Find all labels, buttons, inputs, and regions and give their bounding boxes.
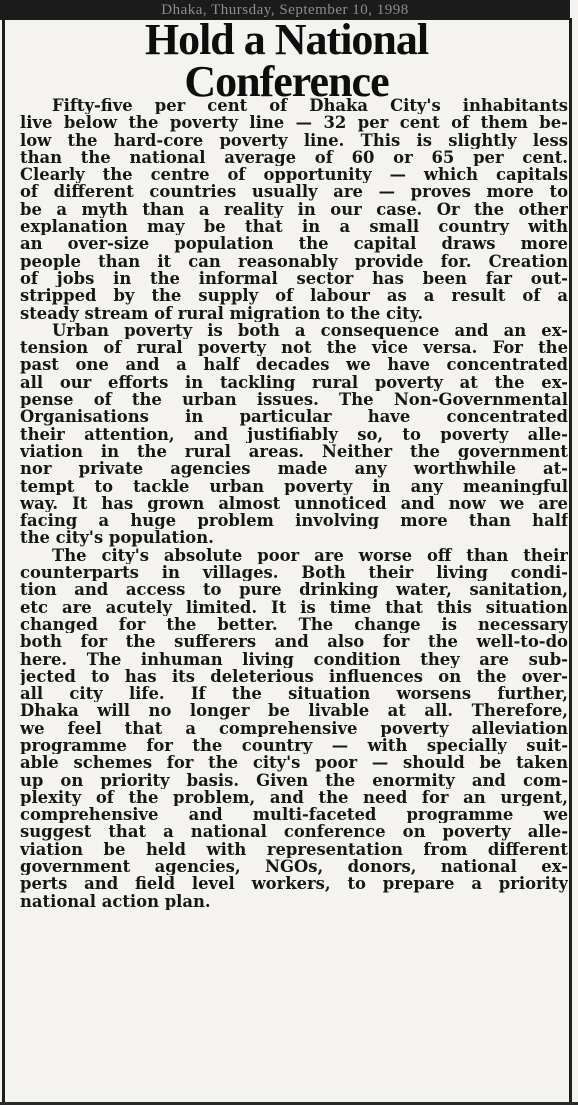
article-line: all our efforts in tackling rural poverty at the ex- [20, 373, 568, 392]
article-line: tempt to tackle urban poverty in any meaningful [20, 477, 568, 495]
article-line: their attention, and justifiably so, to poverty alle- [20, 425, 568, 443]
masthead-dateline: Dhaka, Thursday, September 10, 1998 [0, 0, 570, 20]
article-line: changed for the better. The change is necessary [20, 615, 568, 634]
article-line: stripped by the supply of labour as a result of a [20, 287, 568, 305]
article-line: all city life. If the situation worsens further, [20, 685, 568, 703]
article-line: plexity of the problem, and the need for an urgent, [20, 788, 568, 807]
article-line: the city's population. [20, 529, 214, 547]
article-line: The city's absolute poor are worse off than their [52, 546, 568, 565]
article-line: live below the poverty line — 32 per cent of them be- [20, 114, 568, 132]
article-line: of jobs in the informal sector has been far out- [20, 269, 568, 288]
article-line: be a myth than a reality in our case. Or the other [20, 200, 568, 219]
article-line: of different countries usually are — proves more to [20, 183, 568, 201]
headline-line-1: Hold a National [144, 15, 429, 64]
article-line: way. It has grown almost unnoticed and now we are [20, 494, 568, 513]
article-line: here. The inhuman living condition they are sub- [20, 650, 568, 668]
article-line: Fifty-five per cent of Dhaka City's inhabitants [52, 97, 568, 115]
column-rule-right [569, 18, 572, 1105]
article-line: etc are acutely limited. It is time that this situation [20, 598, 568, 616]
article-line: jected to has its deleterious influences on the over- [20, 667, 568, 686]
article-line: both for the sufferers and also for the well-to-do [20, 633, 568, 651]
article-line: up on priority basis. Given the enormity and com- [20, 771, 568, 789]
headline-line-2: Conference [184, 57, 389, 106]
article-line: counterparts in villages. Both their living condi- [20, 564, 568, 582]
article-line: government agencies, NGOs, donors, national ex- [20, 858, 568, 876]
article-line: programme for the country — with specially suit- [20, 736, 568, 755]
article-line: nor private agencies made any worthwhile at- [20, 460, 568, 478]
article-line: viation be held with representation from different [20, 840, 568, 859]
article-line: viation in the rural areas. Neither the government [20, 442, 568, 461]
article-line: national action plan. [20, 892, 211, 910]
article-line: Clearly the centre of opportunity — which capitals [20, 166, 568, 184]
column-rule-left [2, 18, 5, 1105]
article-line: we feel that a comprehensive poverty alleviation [20, 719, 568, 737]
article-line: steady stream of rural migration to the city. [20, 304, 424, 322]
article-line: people than it can reasonably provide for. Creation [20, 252, 568, 270]
article-line: Dhaka will no longer be livable at all. Therefore, [20, 702, 568, 720]
article-line: an over-size population the capital draws more [20, 235, 568, 253]
article-line: pense of the urban issues. The Non-Governmental [20, 391, 568, 409]
article-line: tion and access to pure drinking water, sanitation, [20, 581, 568, 599]
article-line: facing a huge problem involving more than half [20, 512, 568, 530]
article-line: Urban poverty is both a consequence and an ex- [52, 321, 568, 340]
article-line: than the national average of 60 or 65 per cent. [20, 148, 568, 167]
article-line: past one and a half decades we have concentrated [20, 356, 568, 374]
article-line: low the hard-core poverty line. This is slightly less [20, 131, 568, 149]
article-line: explanation may be that in a small country with [20, 218, 568, 236]
article-line: comprehensive and multi-faceted programme we [20, 806, 568, 824]
article-line: tension of rural poverty not the vice versa. For the [20, 339, 568, 357]
article-line: perts and field level workers, to prepare a priority [20, 875, 568, 893]
article-line: able schemes for the city's poor — should be taken [20, 754, 568, 772]
article-body [20, 97, 568, 910]
article-line: suggest that a national conference on poverty alle- [20, 823, 568, 841]
article-line: Organisations in particular have concentrated [20, 408, 568, 426]
